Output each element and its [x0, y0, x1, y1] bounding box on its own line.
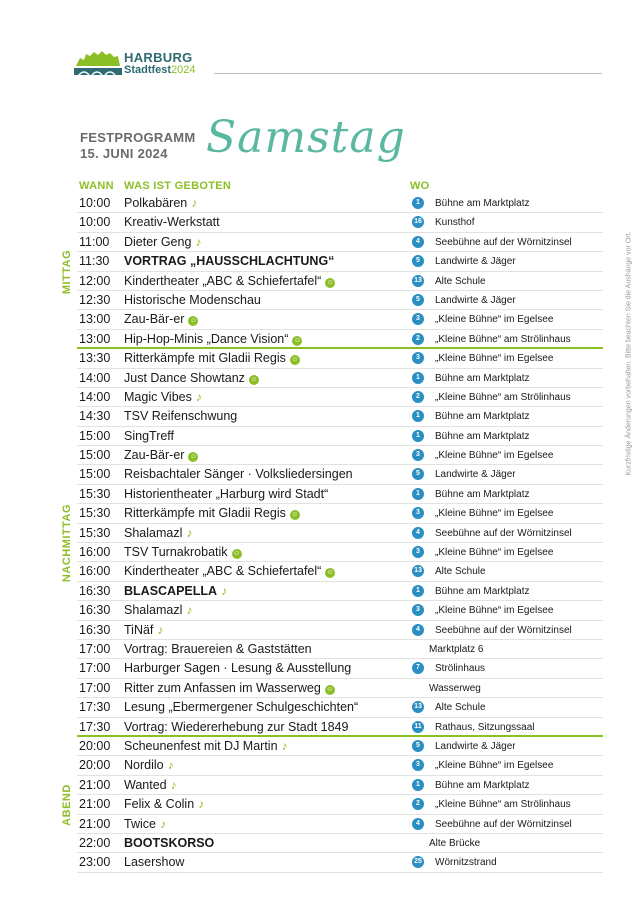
row-time: 15:30	[79, 525, 111, 540]
row-location: Landwirte & Jäger	[435, 469, 516, 481]
kids-smiley-icon: ☺	[250, 375, 258, 383]
row-event: Harburger Sagen · Lesung & Ausstellung	[124, 661, 352, 676]
row-location: Bühne am Marktplatz	[435, 430, 530, 442]
logo-title: HARBURG	[124, 50, 193, 65]
row-location: „Kleine Bühne“ im Egelsee	[435, 547, 554, 559]
row-event: Historische Modenschau	[124, 292, 261, 307]
section-mittag: MITTAG	[61, 249, 73, 294]
row-time: 23:00	[79, 855, 111, 870]
row-event: TSV Turnakrobatik ☺	[124, 545, 241, 560]
row-time: 16:30	[79, 603, 111, 618]
schedule-row	[77, 621, 603, 640]
location-number-badge: 3	[412, 313, 424, 325]
schedule-row	[77, 310, 603, 329]
row-event: Hip-Hop-Minis „Dance Vision“ ☺	[124, 331, 301, 346]
row-time: 17:00	[79, 680, 111, 695]
row-location: Bühne am Marktplatz	[435, 372, 530, 384]
row-event: Scheunenfest mit DJ Martin ♪	[124, 738, 288, 753]
location-number-badge: 3	[412, 449, 424, 461]
row-location: Alte Brücke	[429, 837, 481, 849]
row-location: Alte Schule	[435, 702, 486, 714]
row-location: „Kleine Bühne“ am Strölinhaus	[435, 391, 571, 403]
music-note-icon: ♪	[186, 603, 193, 618]
schedule-row	[77, 388, 603, 407]
music-note-icon: ♪	[157, 622, 164, 637]
row-event: Vortrag: Wiedererhebung zur Stadt 1849	[124, 719, 349, 734]
section-abend: ABEND	[61, 783, 73, 826]
location-number-badge: 3	[412, 352, 424, 364]
kids-smiley-icon: ☺	[293, 336, 301, 344]
schedule-row	[77, 349, 603, 368]
row-event: Ritterkämpfe mit Gladii Regis ☺	[124, 351, 299, 366]
schedule-row	[77, 446, 603, 465]
row-time: 13:00	[79, 331, 111, 346]
col-what: WAS IST GEBOTEN	[124, 180, 232, 192]
kids-smiley-icon: ☺	[189, 453, 198, 461]
row-location: Bühne am Marktplatz	[435, 779, 530, 791]
row-event: Polkabären ♪	[124, 196, 198, 210]
schedule-row	[77, 252, 603, 271]
row-event: Nordilo ♪	[124, 758, 174, 773]
location-number-badge: 5	[412, 468, 424, 480]
schedule-row	[77, 485, 603, 504]
schedule-row	[77, 194, 603, 213]
row-event: Lesung „Ebermergener Schulgeschichten“	[124, 700, 359, 715]
location-number-badge: 11	[412, 721, 424, 733]
program-heading	[80, 130, 196, 162]
row-location: „Kleine Bühne“ im Egelsee	[435, 353, 554, 365]
row-time: 16:30	[79, 622, 111, 637]
location-number-badge: 1	[412, 410, 424, 422]
row-event: Shalamazl ♪	[124, 525, 193, 540]
location-number-badge: 4	[412, 527, 424, 539]
schedule-row	[77, 795, 603, 814]
row-time: 11:30	[79, 254, 110, 269]
location-number-badge: 13	[412, 701, 424, 713]
kids-smiley-icon: ☺	[326, 278, 334, 286]
location-number-badge: 13	[412, 275, 424, 287]
row-event: Zau-Bär-er ☺	[124, 448, 198, 463]
row-event: Wanted ♪	[124, 777, 177, 792]
row-time: 15:00	[79, 428, 111, 443]
location-number-badge: 1	[412, 197, 424, 209]
location-number-badge: 2	[412, 798, 424, 810]
schedule-row	[77, 543, 603, 562]
row-location: „Kleine Bühne“ im Egelsee	[435, 508, 554, 520]
row-location: Seebühne auf der Wörnitzinsel	[435, 818, 572, 830]
schedule-row	[77, 272, 603, 291]
row-location: Bühne am Marktplatz	[435, 488, 530, 500]
row-location: Kunsthof	[435, 217, 475, 229]
row-time: 16:00	[79, 545, 111, 560]
row-time: 14:00	[79, 389, 111, 404]
location-number-badge: 1	[412, 585, 424, 597]
location-number-badge: 3	[412, 759, 424, 771]
row-location: Landwirte & Jäger	[435, 256, 516, 268]
location-number-badge: 1	[412, 372, 424, 384]
location-number-badge: 1	[412, 430, 424, 442]
schedule-row	[77, 291, 603, 310]
music-note-icon: ♪	[195, 389, 202, 404]
row-location: Landwirte & Jäger	[435, 740, 516, 752]
schedule-row	[77, 369, 603, 388]
kids-smiley-icon: ☺	[291, 356, 299, 364]
logo-subtitle: Stadtfest2024	[124, 64, 196, 76]
music-note-icon: ♪	[281, 738, 288, 753]
music-note-icon: ♪	[221, 583, 228, 598]
schedule-row	[77, 737, 603, 756]
col-where: WO	[410, 180, 430, 192]
music-note-icon: ♪	[167, 758, 174, 773]
row-event: BOOTSKORSO	[124, 835, 215, 850]
schedule-row	[77, 776, 603, 795]
festival-logo	[74, 46, 214, 86]
row-event: Vortrag: Brauereien & Gaststätten	[124, 641, 312, 656]
row-time: 13:00	[79, 312, 111, 327]
schedule-row	[77, 756, 603, 775]
row-location: Alte Schule	[435, 275, 486, 287]
schedule-row	[77, 524, 603, 543]
music-note-icon: ♪	[159, 816, 166, 831]
kids-smiley-icon: ☺	[189, 317, 198, 325]
row-time: 17:30	[79, 700, 111, 715]
row-time: 16:30	[79, 583, 111, 598]
row-location: Seebühne auf der Wörnitzinsel	[435, 236, 572, 248]
location-number-badge: 4	[412, 624, 424, 636]
row-location: Marktplatz 6	[429, 643, 484, 655]
section-nachmittag: NACHMITTAG	[61, 503, 73, 583]
row-time: 20:00	[79, 738, 111, 753]
row-time: 21:00	[79, 797, 111, 812]
row-time: 15:30	[79, 506, 111, 521]
row-time: 17:30	[79, 719, 111, 734]
row-event: BLASCAPELLA ♪	[124, 583, 228, 598]
row-time: 22:00	[79, 835, 111, 850]
schedule-row	[77, 834, 603, 853]
location-number-badge: 1	[412, 779, 424, 791]
location-number-badge: 1	[412, 488, 424, 500]
row-event: Felix & Colin ♪	[124, 797, 205, 812]
row-location: Rathaus, Sitzungssaal	[435, 721, 535, 733]
location-number-badge: 5	[412, 740, 424, 752]
row-time: 11:00	[79, 234, 110, 249]
row-location: Bühne am Marktplatz	[435, 585, 530, 597]
row-time: 14:00	[79, 370, 111, 385]
schedule-row	[77, 330, 603, 349]
row-event: Magic Vibes ♪	[124, 389, 202, 404]
row-time: 10:00	[79, 215, 111, 230]
row-event: Ritterkämpfe mit Gladii Regis ☺	[124, 506, 299, 521]
row-event: Zau-Bär-er ☺	[124, 312, 198, 327]
location-number-badge: 25	[412, 856, 424, 868]
row-time: 21:00	[79, 816, 111, 831]
row-location: „Kleine Bühne“ am Strölinhaus	[435, 333, 571, 345]
location-number-badge: 5	[412, 255, 424, 267]
row-location: Bühne am Marktplatz	[435, 198, 530, 209]
row-location: „Kleine Bühne“ im Egelsee	[435, 605, 554, 617]
row-time: 17:00	[79, 641, 111, 656]
schedule-row	[77, 582, 603, 601]
row-event: TSV Reifenschwung	[124, 409, 238, 424]
col-when: WANN	[79, 180, 114, 192]
row-time: 12:00	[79, 273, 111, 288]
location-number-badge: 16	[412, 216, 424, 228]
program-label: FESTPROGRAMM	[80, 130, 196, 145]
row-location: „Kleine Bühne“ im Egelsee	[435, 450, 554, 462]
kids-smiley-icon: ☺	[232, 550, 241, 558]
row-event: Dieter Geng ♪	[124, 234, 202, 249]
schedule-row	[77, 233, 603, 252]
schedule-row	[77, 601, 603, 620]
music-note-icon: ♪	[191, 196, 198, 210]
music-note-icon: ♪	[170, 777, 177, 792]
row-time: 12:30	[79, 292, 111, 307]
row-event: Historientheater „Harburg wird Stadt“	[124, 486, 329, 501]
row-location: Seebühne auf der Wörnitzinsel	[435, 624, 572, 636]
header-divider	[214, 73, 602, 74]
music-note-icon: ♪	[186, 525, 193, 540]
row-event: Just Dance Showtanz ☺	[124, 370, 258, 385]
schedule-row	[77, 427, 603, 446]
schedule-row	[77, 679, 603, 698]
kids-smiley-icon: ☺	[326, 569, 334, 577]
location-number-badge: 3	[412, 604, 424, 616]
location-number-badge: 5	[412, 294, 424, 306]
castle-bridge-icon	[74, 48, 122, 78]
row-event: SingTreff	[124, 428, 175, 443]
row-time: 16:00	[79, 564, 111, 579]
row-time: 14:30	[79, 409, 111, 424]
kids-smiley-icon: ☺	[326, 685, 334, 693]
schedule-row	[77, 853, 603, 872]
row-location: Wasserweg	[429, 682, 481, 694]
schedule-row	[77, 659, 603, 678]
location-number-badge: 3	[412, 546, 424, 558]
music-note-icon: ♪	[198, 797, 205, 812]
schedule-row	[77, 698, 603, 717]
location-number-badge: 4	[412, 236, 424, 248]
schedule-row	[77, 407, 603, 426]
row-location: Wörnitzstrand	[435, 857, 497, 869]
schedule-row	[77, 718, 603, 737]
program-date: 15. JUNI 2024	[80, 146, 168, 161]
row-time: 17:00	[79, 661, 111, 676]
row-event: Ritter zum Anfassen im Wasserweg ☺	[124, 680, 334, 695]
schedule-row	[77, 562, 603, 581]
row-time: 15:00	[79, 467, 111, 482]
row-location: Strölinhaus	[435, 663, 486, 675]
row-event: Kreativ-Werkstatt	[124, 215, 220, 230]
row-location: Bühne am Marktplatz	[435, 411, 530, 423]
kids-smiley-icon: ☺	[291, 511, 299, 519]
location-number-badge: 2	[412, 333, 424, 345]
row-location: Seebühne auf der Wörnitzinsel	[435, 527, 572, 539]
row-event: Kindertheater „ABC & Schiefertafel“ ☺	[124, 564, 334, 579]
row-event: Reisbachtaler Sänger · Volksliedersingen	[124, 467, 353, 482]
program-table	[77, 194, 603, 873]
location-number-badge: 7	[412, 662, 424, 674]
row-location: Landwirte & Jäger	[435, 294, 516, 306]
location-number-badge: 2	[412, 391, 424, 403]
row-event: Shalamazl ♪	[124, 603, 193, 618]
row-location: Alte Schule	[435, 566, 486, 578]
row-event: TiNäf ♪	[124, 622, 164, 637]
row-event: Twice ♪	[124, 816, 166, 831]
schedule-row	[77, 213, 603, 232]
music-note-icon: ♪	[195, 234, 202, 249]
row-event: Kindertheater „ABC & Schiefertafel“ ☺	[124, 273, 334, 288]
row-time: 13:30	[79, 351, 111, 366]
row-time: 20:00	[79, 758, 111, 773]
location-number-badge: 3	[412, 507, 424, 519]
row-event: VORTRAG „HAUSSCHLACHTUNG“	[124, 254, 335, 269]
row-time: 21:00	[79, 777, 111, 792]
row-location: „Kleine Bühne“ am Strölinhaus	[435, 799, 571, 811]
schedule-row	[77, 504, 603, 523]
schedule-row	[77, 640, 603, 659]
location-number-badge: 13	[412, 565, 424, 577]
day-title: Samstag	[206, 112, 406, 163]
row-location: „Kleine Bühne“ im Egelsee	[435, 760, 554, 772]
disclaimer: Kurzfristige Änderungen vorbehalten. Bitte beachten Sie die Aushänge vor Ort.	[625, 231, 633, 476]
row-event: Lasershow	[124, 855, 185, 870]
row-time: 10:00	[79, 196, 111, 210]
schedule-row	[77, 465, 603, 484]
row-time: 15:00	[79, 448, 111, 463]
schedule-row	[77, 815, 603, 834]
row-location: „Kleine Bühne“ im Egelsee	[435, 314, 554, 326]
row-time: 15:30	[79, 486, 111, 501]
location-number-badge: 4	[412, 818, 424, 830]
